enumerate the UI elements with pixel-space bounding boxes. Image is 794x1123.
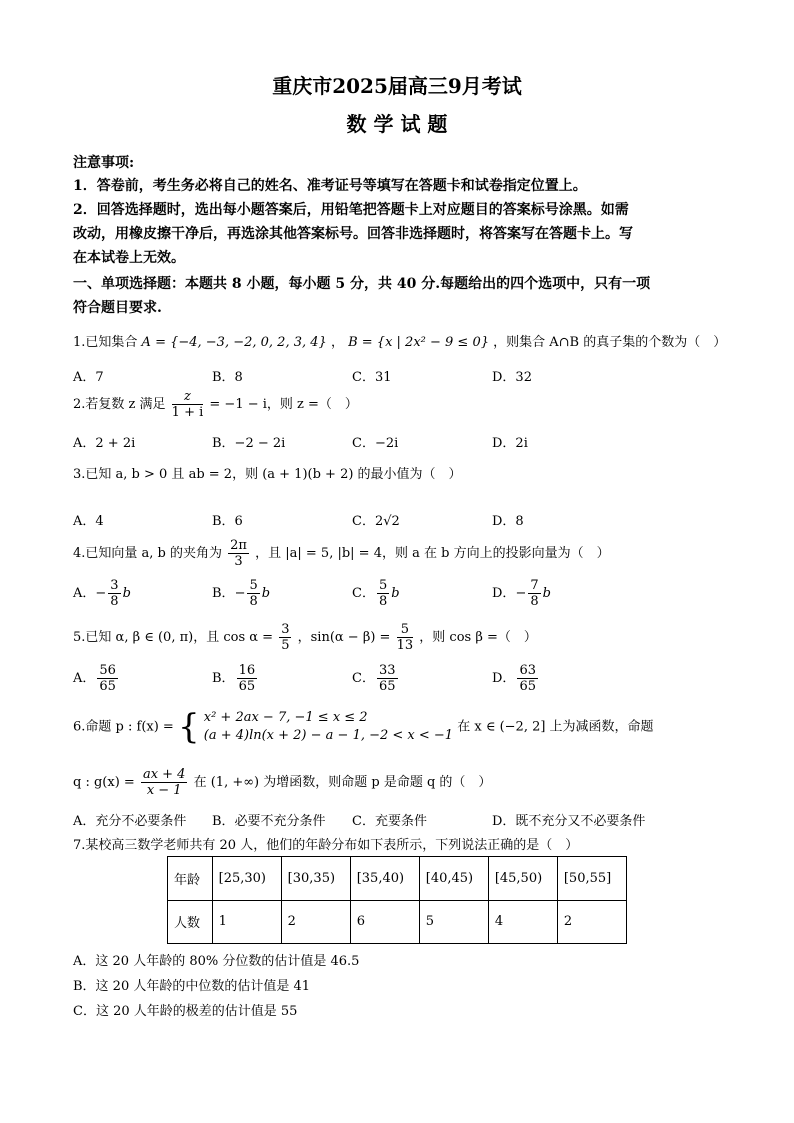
table-cell: [25,30) (212, 857, 281, 901)
q2-option-d: D．2i (492, 436, 528, 451)
q4-fraction-num: 2π (230, 538, 247, 553)
q6-suffix: 在 x ∈ (−2, 2] 上为减函数，命题 (457, 719, 654, 735)
table-cell: [35,40) (350, 857, 419, 901)
exam-subtitle: 数 学 试 题 (346, 112, 448, 136)
q1-prefix: 1.已知集合 (73, 335, 138, 350)
q7-option-b: B．这 20 人年龄的中位数的估计值是 41 (73, 979, 311, 994)
q4-fraction-den: 3 (234, 554, 243, 569)
q5-option-a (73, 663, 120, 694)
age-table (167, 856, 627, 944)
q3-option-d: D．8 (492, 514, 524, 529)
q1-option-d: D．32 (492, 370, 532, 385)
q4-option-b-fraction (247, 578, 259, 609)
table-row (168, 900, 627, 944)
q7-option-c: C．这 20 人年龄的极差的估计值是 55 (73, 1004, 298, 1019)
notice-item-1: 1．答卷前，考生务必将自己的姓名、准考证号等填写在答题卡和试卷指定位置上。 (73, 178, 587, 194)
q5-option-c-label: C． (352, 671, 375, 686)
q1-option-a: A．7 (73, 370, 104, 385)
q4-option-a-fraction (108, 578, 120, 609)
q4-option-b-var: b (261, 586, 271, 601)
table-cell: [45,50) (488, 857, 557, 901)
q5-option-d (492, 663, 540, 694)
q6-g-fraction (141, 767, 188, 798)
q6-option-b: B．必要不充分条件 (212, 814, 326, 829)
question-5 (73, 622, 537, 653)
notice-item-2-line-1: 2．回答选择题时，选出每小题答案后，用铅笔把答题卡上对应题目的答案标号涂黑。如需 (73, 202, 629, 218)
q3-option-c: C．2√2 (352, 514, 400, 529)
q6-case-1: x² + 2ax − 7, −1 ≤ x ≤ 2 (203, 710, 368, 725)
q4-option-d-num: 7 (530, 578, 539, 593)
q2-prefix: 2.若复数 z 满足 (73, 397, 166, 412)
notice-item-2-line-2: 改动，用橡皮擦干净后，再选涂其他答案标号。回答非选择题时，将答案写在答题卡上。写 (73, 226, 633, 242)
q4-option-b-sign: − (234, 586, 246, 601)
table-cell: [50,55] (557, 857, 626, 901)
notice-item-2-line-3: 在本试卷上无效。 (73, 250, 185, 266)
q4-option-c-label: C． (352, 586, 375, 601)
q4-option-c-var: b (391, 586, 400, 601)
q6-option-d: D．既不充分又不必要条件 (492, 814, 646, 829)
q4-option-d-label: D． (492, 586, 516, 601)
q4-suffix: ，且 |a| = 5, |b| = 4，则 a 在 b 方向上的投影向量为（ ） (255, 546, 610, 561)
q5-fraction-1-den: 5 (281, 638, 290, 653)
q6-g-num: ax + 4 (142, 767, 186, 782)
q5-option-a-den: 65 (99, 679, 116, 694)
q5-option-c (352, 663, 400, 694)
q6-brace: { (177, 707, 200, 747)
q4-option-a-sign: − (95, 586, 107, 601)
q5-suffix: ，则 cos β =（ ） (419, 630, 537, 645)
table-cell: 2 (281, 900, 350, 944)
q4-option-c-den: 8 (378, 594, 388, 609)
q5-option-b-num: 16 (238, 663, 256, 678)
q4-option-c-num: 5 (378, 578, 388, 593)
q4-option-a-num: 3 (110, 578, 119, 593)
q2-fraction-num: z (172, 389, 204, 405)
question-2 (73, 389, 358, 420)
q5-fraction-1-num: 3 (281, 622, 290, 637)
q5-option-a-num: 56 (99, 663, 116, 678)
q5-option-a-fraction (97, 663, 118, 694)
q5-option-d-den: 65 (519, 679, 536, 694)
question-4 (73, 538, 610, 569)
table-cell: 人数 (168, 900, 213, 944)
section-1-heading-line-2: 符合题目要求. (73, 300, 162, 316)
table-row (168, 857, 627, 901)
q4-option-b (212, 578, 270, 609)
q6-prefix: 6.命题 p : f(x) = (73, 719, 174, 735)
q5-option-a-label: A． (73, 671, 96, 686)
q5-prefix: 5.已知 α, β ∈ (0, π)，且 cos α = (73, 630, 274, 645)
q4-option-b-den: 8 (249, 594, 258, 609)
q4-fraction (228, 538, 249, 569)
table-cell: 6 (350, 900, 419, 944)
q5-option-d-label: D． (492, 671, 516, 686)
q5-option-b (212, 663, 259, 694)
q5-mid: ，sin(α − β) = (297, 630, 391, 645)
question-6-line-2 (73, 767, 491, 798)
q4-option-a-den: 8 (110, 594, 119, 609)
q5-fraction-1 (279, 622, 291, 653)
q5-option-c-fraction (377, 663, 398, 694)
q4-option-d-var: b (542, 586, 551, 601)
q4-option-b-label: B． (212, 586, 235, 601)
q6-option-c: C．充要条件 (352, 814, 427, 829)
q6-g-den: x − 1 (146, 783, 182, 798)
q4-option-a-var: b (122, 586, 131, 601)
q5-fraction-2 (397, 622, 414, 653)
q4-option-d-den: 8 (530, 594, 539, 609)
question-1 (73, 331, 726, 350)
q3-option-b: B．6 (212, 514, 243, 529)
q6-piecewise (204, 709, 453, 745)
q6-line2-suffix: 在 (1, +∞) 为增函数，则命题 p 是命题 q 的（ ） (193, 775, 492, 790)
question-3: 3.已知 a, b > 0 且 ab = 2，则 (a + 1)(b + 2) 的最小值为（ ） (73, 467, 462, 482)
q4-option-d-fraction (528, 578, 540, 609)
q4-option-a (73, 578, 131, 609)
question-7: 7.某校高三数学老师共有 20 人，他们的年龄分布如下表所示，下列说法正确的是（ ） (73, 838, 579, 853)
notice-heading: 注意事项: (73, 155, 135, 171)
q5-option-d-num: 63 (519, 663, 536, 678)
q6-line2-prefix: q : g(x) = (73, 775, 135, 790)
q5-option-b-fraction (237, 663, 258, 694)
q6-option-a: A．充分不必要条件 (73, 814, 187, 829)
q4-option-d (492, 578, 551, 609)
q1-option-c: C．31 (352, 370, 392, 385)
table-cell: [40,45) (419, 857, 488, 901)
table-cell: 5 (419, 900, 488, 944)
q5-fraction-2-den: 13 (396, 638, 414, 653)
q1-option-b: B．8 (212, 370, 243, 385)
table-cell: 年龄 (168, 857, 213, 901)
table-cell: 4 (488, 900, 557, 944)
q1-sep: ， (330, 335, 344, 350)
table-cell: [30,35) (281, 857, 350, 901)
q4-option-d-sign: − (515, 586, 527, 601)
q4-prefix: 4.已知向量 a, b 的夹角为 (73, 546, 223, 561)
q5-fraction-2-num: 5 (397, 622, 414, 638)
q4-option-a-label: A． (73, 586, 96, 601)
exam-title: 重庆市2025届高三9月考试 (272, 74, 522, 98)
q4-option-c-fraction (377, 578, 389, 609)
question-6 (73, 709, 654, 745)
q5-option-b-den: 65 (238, 679, 256, 694)
q6-case-2: (a + 4)ln(x + 2) − a − 1, −2 < x < −1 (203, 728, 454, 743)
q2-suffix: = −1 − i，则 z =（ ） (209, 397, 358, 412)
table-cell: 2 (557, 900, 626, 944)
q5-option-d-fraction (517, 663, 538, 694)
q4-option-c (352, 578, 400, 609)
q1-suffix: ，则集合 A∩B 的真子集的个数为（ ） (493, 335, 727, 350)
section-1-heading-line-1: 一、单项选择题：本题共 8 小题，每小题 5 分，共 40 分.每题给出的四个选项中，只有一项 (73, 276, 651, 292)
q3-option-a: A．4 (73, 514, 104, 529)
q5-option-c-den: 65 (378, 679, 396, 694)
q5-option-c-num: 33 (378, 663, 396, 678)
q2-option-b: B．−2 − 2i (212, 436, 286, 451)
q7-option-a: A．这 20 人年龄的 80% 分位数的估计值是 46.5 (73, 954, 360, 969)
q1-set-a: A = {−4, −3, −2, 0, 2, 3, 4} (141, 335, 327, 350)
q2-fraction-den: 1 + i (171, 405, 204, 420)
table-cell: 1 (212, 900, 281, 944)
q2-option-a: A．2 + 2i (73, 436, 136, 451)
q2-option-c: C．−2i (352, 436, 399, 451)
q4-option-b-num: 5 (249, 578, 258, 593)
q1-set-b: B = {x | 2x² − 9 ≤ 0} (348, 335, 489, 350)
q5-option-b-label: B． (212, 671, 235, 686)
q2-fraction (172, 389, 204, 420)
